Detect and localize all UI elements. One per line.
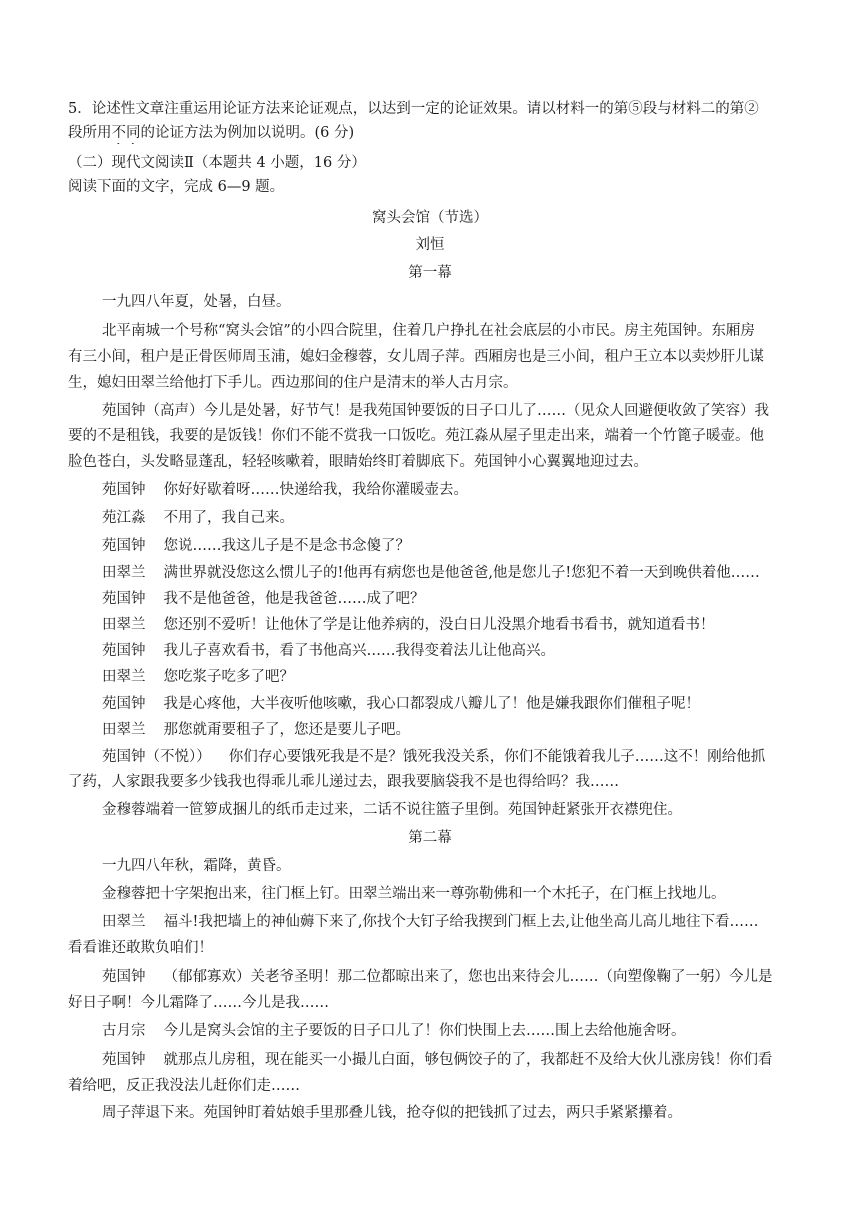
- speaker-name: 苑国钟: [102, 696, 146, 712]
- dialogue-text: 你们存心要饿死我是不是？饿死我没关系，你们不能饿着我儿子……这不！刚给他抓: [228, 749, 766, 765]
- dialogue-text: 福斗!我把墙上的神仙薅下来了,你找个大钉子给我揳到门框上去,让他坐高儿高儿地往下看……: [163, 914, 759, 930]
- speaker-name: 苑国钟: [102, 482, 146, 498]
- speaker-name: 古月宗: [102, 1023, 146, 1039]
- question-5-text: 的论证方法为例加以说明。(6 分): [140, 125, 355, 141]
- article-author: 刘恒: [415, 237, 445, 253]
- dialogue-line: [102, 966, 792, 988]
- dialogue-text: （郁郁寡欢）关老爷圣明！那二位都晾出来了，您也出来待会儿……（向塑像鞠了一躬）今儿是: [163, 969, 773, 985]
- dialogue-line: [102, 507, 792, 529]
- dialogue-text: 满世界就没您这么惯儿子的!他再有病您也是他爸爸,他是您儿子!您犯不着一天到晚供着他……: [163, 565, 760, 581]
- dialogue-line: [102, 746, 792, 768]
- act-2-heading: 第二幕: [408, 830, 452, 846]
- dialogue-text: 今儿是窝头会馆的主子要饭的日子口儿了！你们快围上去……围上去给他施舍呀。: [163, 1023, 686, 1039]
- paragraph-line: 北平南城一个号称“窝头会馆”的小四合院里，住着几户挣扎在社会底层的小市民。房主苑国钟。东厢房: [102, 323, 755, 339]
- dialogue-line: [102, 588, 792, 610]
- dialogue-continuation: 了药，人家跟我要多少钱我也得乖儿乖儿递过去，跟我要脑袋我不是也得给吗？我……: [68, 774, 619, 790]
- act-1-heading: 第一幕: [408, 265, 452, 281]
- dialogue-text: 我儿子喜欢看书，看了书他高兴……我得变着法儿让他高兴。: [163, 643, 555, 659]
- dialogue-line: [102, 911, 792, 933]
- article-title: 窝头会馆（节选）: [372, 210, 488, 226]
- dialogue-line: [102, 1020, 792, 1042]
- dialogue-text: 就那点儿房租，现在能买一小撮儿白面，够包俩饺子的了，我都赶不及给大伙儿涨房钱！你们看: [163, 1052, 773, 1068]
- dialogue-text: 你好好歇着呀……快递给我，我给你灌暖壶去。: [163, 482, 468, 498]
- dialogue-continuation: 好日子啊！今儿霜降了……今儿是我……: [68, 995, 329, 1011]
- act-2-setting: 一九四八年秋，霜降，黄昏。: [102, 858, 291, 874]
- dialogue-line: [102, 562, 792, 584]
- dialogue-continuation: 看看谁还敢欺负咱们！: [68, 940, 213, 956]
- dialogue-text: 不用了，我自己来。: [163, 510, 294, 526]
- dialogue-line: [102, 479, 792, 501]
- section-instruction: 阅读下面的文字，完成 6—9 题。: [68, 179, 285, 195]
- dialogue-line: [102, 693, 792, 715]
- paragraph-line: 要的不是租钱，我要的是饭钱！你们不能不赏我一口饭吃。苑江淼从屋子里走出来，端着一个竹篦子暖壶。他: [68, 428, 764, 444]
- speaker-name: 田翠兰: [102, 914, 146, 930]
- dialogue-line: [102, 614, 792, 636]
- speaker-name: 苑国钟: [102, 969, 146, 985]
- question-5-line-1: 5．论述性文章注重运用论证方法来论证观点，以达到一定的论证效果。请以材料一的第⑤段与材料二的第②: [68, 101, 759, 117]
- dialogue-text: 那您就甭要租子了，您还是要儿子吧。: [163, 722, 410, 738]
- question-5-line-2: [68, 122, 792, 144]
- dialogue-text: 您还别不爱听！让他休了学是让他养病的，没白日儿没黑介地看书看书，就知道看书！: [163, 617, 715, 633]
- paragraph-line: 金穆蓉端着一笸箩成捆儿的纸币走过来，二话不说往篮子里倒。苑国钟赶紧张开衣襟兜住。: [102, 802, 682, 818]
- dialogue-continuation: 着给吧，反正我没法儿赶你们走……: [68, 1078, 300, 1094]
- speaker-name: 苑国钟: [102, 591, 146, 607]
- dialogue-text: 我不是他爸爸，他是我爸爸……成了吧？: [163, 591, 425, 607]
- speaker-name: 苑国钟（不悦））: [102, 749, 211, 765]
- section-header: （二）现代文阅读Ⅱ（本题共 4 小题，16 分）: [68, 155, 366, 171]
- emphasis-dotted-text: 不同: [111, 125, 141, 141]
- question-5-text: 段所用: [68, 125, 112, 141]
- dialogue-line: [102, 666, 792, 688]
- paragraph-line: 脸色苍白，头发略显蓬乱，轻轻咳嗽着，眼睛始终盯着脚底下。苑国钟小心翼翼地迎过去。: [68, 454, 648, 470]
- paragraph-line: 金穆蓉把十字架抱出来，往门框上钉。田翠兰端出来一尊弥勒佛和一个木托子，在门框上找地儿。: [102, 886, 726, 902]
- speaker-name: 田翠兰: [102, 617, 146, 633]
- paragraph-line: 苑国钟（高声）今儿是处暑，好节气！是我苑国钟要饭的日子口儿了……（见众人回避便收敛了笑容）我: [102, 403, 769, 419]
- speaker-name: 田翠兰: [102, 669, 146, 685]
- dialogue-line: [102, 1049, 792, 1071]
- dialogue-line: [102, 535, 792, 557]
- speaker-name: 苑国钟: [102, 538, 146, 554]
- speaker-name: 苑国钟: [102, 1052, 146, 1068]
- dialogue-text: 您说……我这儿子是不是念书念傻了？: [163, 538, 410, 554]
- paragraph-line: 周子萍退下来。苑国钟盯着姑娘手里那叠儿钱，抢夺似的把钱抓了过去，两只手紧紧攥着。: [102, 1105, 682, 1121]
- dialogue-line: [102, 640, 792, 662]
- speaker-name: 苑国钟: [102, 643, 146, 659]
- act-1-setting: 一九四八年夏，处暑，白昼。: [102, 294, 291, 310]
- dialogue-line: [102, 719, 792, 741]
- speaker-name: 苑江淼: [102, 510, 146, 526]
- speaker-name: 田翠兰: [102, 565, 146, 581]
- paragraph-line: 生，媳妇田翠兰给他打下手儿。西边那间的住户是清末的举人古月宗。: [68, 375, 518, 391]
- dialogue-text: 我是心疼他，大半夜听他咳嗽，我心口都裂成八瓣儿了！他是嫌我跟你们催租子呢！: [163, 696, 700, 712]
- speaker-name: 田翠兰: [102, 722, 146, 738]
- dialogue-text: 您吃浆子吃多了吧？: [163, 669, 294, 685]
- paragraph-line: 有三小间，租户是正骨医师周玉浦，媳妇金穆蓉，女儿周子萍。西厢房也是三小间，租户王立本以卖炒肝儿谋: [68, 349, 764, 365]
